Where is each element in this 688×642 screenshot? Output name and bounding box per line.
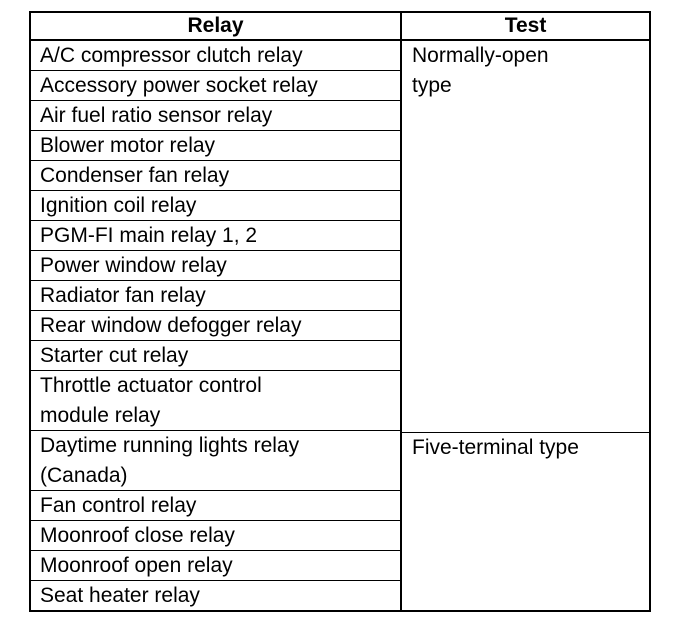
table-row: Radiator fan relay — [31, 281, 400, 311]
table-row: Seat heater relay — [40, 584, 200, 607]
table-row: Accessory power socket relay — [31, 71, 400, 101]
relay-column — [31, 13, 402, 610]
table-row: Moonroof open relay — [31, 551, 400, 581]
table-row: Daytime running lights relay (Canada) — [31, 431, 400, 491]
table-row: Starter cut relay — [31, 341, 400, 371]
test-type-normally-open: Normally-open type — [402, 41, 649, 433]
table-row: Blower motor relay — [31, 131, 400, 161]
relay-test-table — [29, 11, 651, 612]
table-row: Condenser fan relay — [31, 161, 400, 191]
table-row: Air fuel ratio sensor relay — [31, 101, 400, 131]
test-header: Test — [402, 13, 649, 41]
test-type-five-terminal: Five-terminal type — [412, 436, 579, 459]
table-row: Rear window defogger relay — [31, 311, 400, 341]
table-row: A/C compressor clutch relay — [31, 41, 400, 71]
test-column — [402, 13, 649, 610]
table-row: Ignition coil relay — [31, 191, 400, 221]
table-row: Moonroof close relay — [31, 521, 400, 551]
table-row: Fan control relay — [31, 491, 400, 521]
table-row: Throttle actuator control module relay — [31, 371, 400, 431]
table-row: PGM-FI main relay 1, 2 — [31, 221, 400, 251]
relay-header: Relay — [31, 13, 400, 41]
table-row: Power window relay — [31, 251, 400, 281]
